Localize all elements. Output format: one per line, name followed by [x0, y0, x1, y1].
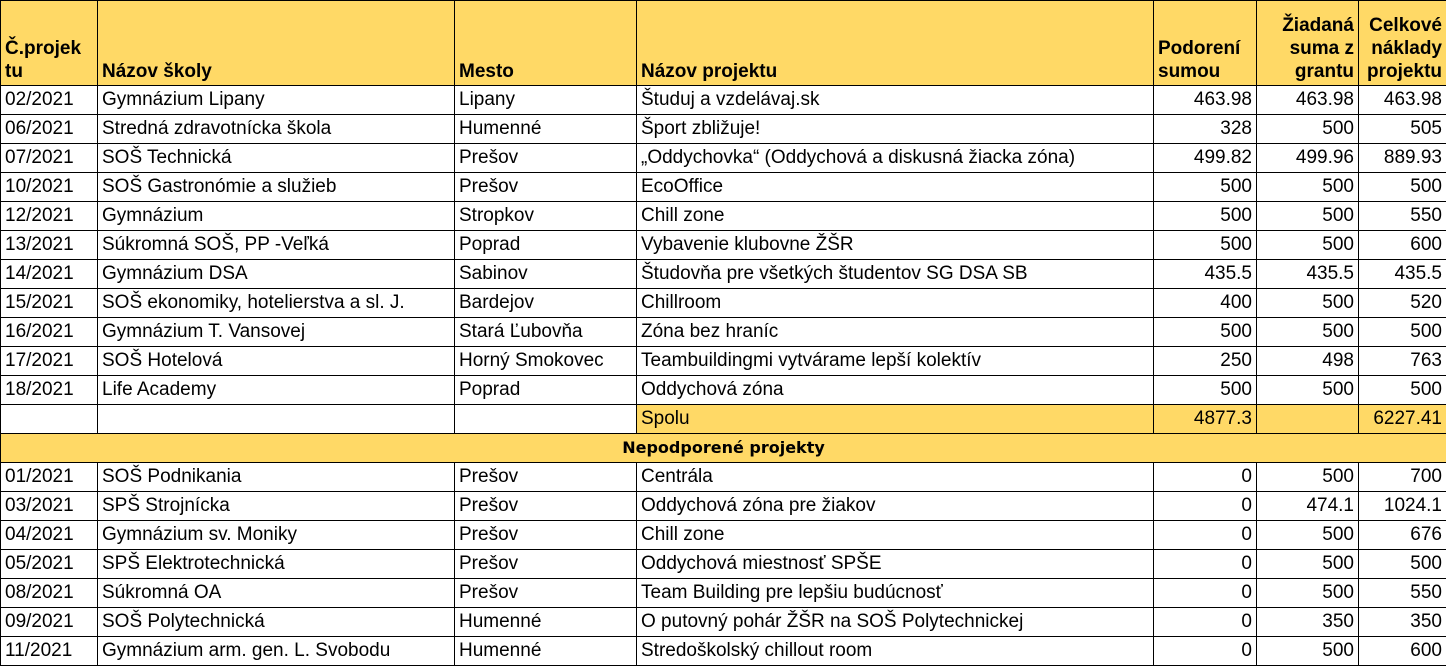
- table-row: [1, 318, 1446, 347]
- cell-city[interactable]: Horný Smokovec: [455, 347, 637, 376]
- cell-requested-amount[interactable]: 500: [1257, 579, 1359, 608]
- cell-total-cost[interactable]: 700: [1359, 463, 1446, 492]
- cell-project-number[interactable]: 05/2021: [1, 550, 98, 579]
- cell-city[interactable]: Lipany: [455, 86, 637, 115]
- cell-school-name[interactable]: Gymnázium DSA: [98, 260, 455, 289]
- table-row: [1, 115, 1446, 144]
- cell-requested-amount[interactable]: 500: [1257, 318, 1359, 347]
- cell-supported-amount[interactable]: 0: [1154, 550, 1257, 579]
- cell-total-cost[interactable]: 463.98: [1359, 86, 1446, 115]
- cell-project-number[interactable]: 06/2021: [1, 115, 98, 144]
- cell-city[interactable]: Prešov: [455, 492, 637, 521]
- cell-project-name[interactable]: Chill zone: [637, 202, 1154, 231]
- cell-project-number[interactable]: 12/2021: [1, 202, 98, 231]
- cell-project-number[interactable]: 03/2021: [1, 492, 98, 521]
- cell-project-name[interactable]: Zóna bez hraníc: [637, 318, 1154, 347]
- table-row: [1, 521, 1446, 550]
- cell-project-number[interactable]: 15/2021: [1, 289, 98, 318]
- cell-supported-amount[interactable]: 328: [1154, 115, 1257, 144]
- cell-requested-amount[interactable]: 500: [1257, 376, 1359, 405]
- cell-project-name[interactable]: Oddychová miestnosť SPŠE: [637, 550, 1154, 579]
- cell-project-number[interactable]: 07/2021: [1, 144, 98, 173]
- cell-school-name[interactable]: SOŠ Hotelová: [98, 347, 455, 376]
- section-header-row: [1, 434, 1446, 463]
- cell-supported-amount[interactable]: 0: [1154, 492, 1257, 521]
- cell-project-number[interactable]: 14/2021: [1, 260, 98, 289]
- cell-requested-amount[interactable]: 500: [1257, 173, 1359, 202]
- cell-project-number[interactable]: 08/2021: [1, 579, 98, 608]
- cell-school-name[interactable]: SOŠ Polytechnická: [98, 608, 455, 637]
- cell-city[interactable]: Stropkov: [455, 202, 637, 231]
- table-row: [1, 289, 1446, 318]
- cell-school-name[interactable]: Gymnázium sv. Moniky: [98, 521, 455, 550]
- table-row: [1, 260, 1446, 289]
- cell-requested-amount[interactable]: 500: [1257, 115, 1359, 144]
- cell-school-name[interactable]: SOŠ Technická: [98, 144, 455, 173]
- cell-requested-amount[interactable]: 500: [1257, 202, 1359, 231]
- cell-total-cost[interactable]: 889.93: [1359, 144, 1446, 173]
- cell-school-name[interactable]: SPŠ Strojnícka: [98, 492, 455, 521]
- cell-project-name[interactable]: Vybavenie klubovne ŽŠR: [637, 231, 1154, 260]
- cell-requested-amount[interactable]: 498: [1257, 347, 1359, 376]
- cell-city[interactable]: Prešov: [455, 550, 637, 579]
- cell-school-name[interactable]: Gymnázium: [98, 202, 455, 231]
- cell-requested-amount[interactable]: 463.98: [1257, 86, 1359, 115]
- table-row: [1, 637, 1446, 666]
- cell-supported-amount[interactable]: 500: [1154, 202, 1257, 231]
- cell-total-cost[interactable]: 1024.1: [1359, 492, 1446, 521]
- cell-school-name[interactable]: Gymnázium arm. gen. L. Svobodu: [98, 637, 455, 666]
- col-header-total-cost[interactable]: Celkové náklady projektu: [1359, 1, 1446, 86]
- cell-city[interactable]: Humenné: [455, 637, 637, 666]
- cell-project-name[interactable]: Stredoškolský chillout room: [637, 637, 1154, 666]
- cell-supported-amount[interactable]: 0: [1154, 637, 1257, 666]
- cell-total-cost[interactable]: 500: [1359, 550, 1446, 579]
- cell-requested-amount[interactable]: 500: [1257, 289, 1359, 318]
- cell-city[interactable]: Prešov: [455, 144, 637, 173]
- cell-project-name[interactable]: Oddychová zóna: [637, 376, 1154, 405]
- cell-project-name[interactable]: „Oddychovka“ (Oddychová a diskusná žiacka zóna): [637, 144, 1154, 173]
- section-title[interactable]: Nepodporené projekty: [1, 434, 1446, 463]
- table-row: [1, 347, 1446, 376]
- cell-school-name[interactable]: SOŠ Podnikania: [98, 463, 455, 492]
- table-row: [1, 492, 1446, 521]
- cell-requested-amount[interactable]: 500: [1257, 463, 1359, 492]
- cell-requested-amount[interactable]: 500: [1257, 231, 1359, 260]
- cell-requested-amount[interactable]: 499.96: [1257, 144, 1359, 173]
- cell-project-number[interactable]: 13/2021: [1, 231, 98, 260]
- cell-school-name[interactable]: SPŠ Elektrotechnická: [98, 550, 455, 579]
- cell-city[interactable]: Prešov: [455, 579, 637, 608]
- cell-supported-amount[interactable]: 499.82: [1154, 144, 1257, 173]
- sum-requested-total[interactable]: [1257, 405, 1359, 434]
- cell-project-name[interactable]: EcoOffice: [637, 173, 1154, 202]
- table-row: [1, 463, 1446, 492]
- cell-city[interactable]: Sabinov: [455, 260, 637, 289]
- cell-city[interactable]: Poprad: [455, 231, 637, 260]
- col-header-supported-amount[interactable]: Podorení sumou: [1154, 1, 1257, 86]
- cell-project-number[interactable]: 04/2021: [1, 521, 98, 550]
- cell-project-name[interactable]: Oddychová zóna pre žiakov: [637, 492, 1154, 521]
- table-row: [1, 144, 1446, 173]
- cell-requested-amount[interactable]: 435.5: [1257, 260, 1359, 289]
- cell-total-cost[interactable]: 435.5: [1359, 260, 1446, 289]
- cell-total-cost[interactable]: 350: [1359, 608, 1446, 637]
- cell-total-cost[interactable]: 500: [1359, 173, 1446, 202]
- cell-supported-amount[interactable]: 500: [1154, 173, 1257, 202]
- cell-requested-amount[interactable]: 474.1: [1257, 492, 1359, 521]
- cell-supported-amount[interactable]: 0: [1154, 579, 1257, 608]
- table-row: [1, 86, 1446, 115]
- cell-requested-amount[interactable]: 500: [1257, 637, 1359, 666]
- table-row: [1, 579, 1446, 608]
- cell-total-cost[interactable]: 600: [1359, 637, 1446, 666]
- cell-supported-amount[interactable]: 400: [1154, 289, 1257, 318]
- cell-school-name[interactable]: Súkromná SOŠ, PP -Veľká: [98, 231, 455, 260]
- sum-label[interactable]: Spolu: [637, 405, 1154, 434]
- cell-total-cost[interactable]: 500: [1359, 376, 1446, 405]
- cell-city[interactable]: Poprad: [455, 376, 637, 405]
- cell-supported-amount[interactable]: 500: [1154, 376, 1257, 405]
- col-header-school-name[interactable]: Názov školy: [98, 1, 455, 86]
- cell-city[interactable]: Prešov: [455, 463, 637, 492]
- table-row: [1, 550, 1446, 579]
- cell-supported-amount[interactable]: 0: [1154, 521, 1257, 550]
- cell-total-cost[interactable]: 500: [1359, 318, 1446, 347]
- cell-supported-amount[interactable]: 250: [1154, 347, 1257, 376]
- cell-project-name[interactable]: Študuj a vzdelávaj.sk: [637, 86, 1154, 115]
- sum-supported-total[interactable]: 4877.3: [1154, 405, 1257, 434]
- cell-project-name[interactable]: Centrála: [637, 463, 1154, 492]
- cell-city[interactable]: Humenné: [455, 115, 637, 144]
- cell-project-name[interactable]: Teambuildingmi vytvárame lepší kolektív: [637, 347, 1154, 376]
- header-row: [1, 1, 1446, 86]
- col-header-city[interactable]: Mesto: [455, 1, 637, 86]
- cell-total-cost[interactable]: 676: [1359, 521, 1446, 550]
- cell-project-name[interactable]: Šport zbližuje!: [637, 115, 1154, 144]
- cell-supported-amount[interactable]: 500: [1154, 231, 1257, 260]
- cell-supported-amount[interactable]: 463.98: [1154, 86, 1257, 115]
- sum-row: [1, 405, 1446, 434]
- cell-supported-amount[interactable]: 0: [1154, 463, 1257, 492]
- col-header-project-name[interactable]: Názov projektu: [637, 1, 1154, 86]
- cell-supported-amount[interactable]: 0: [1154, 608, 1257, 637]
- table-row: [1, 173, 1446, 202]
- cell-school-name[interactable]: SOŠ Gastronómie a služieb: [98, 173, 455, 202]
- cell-project-number[interactable]: 16/2021: [1, 318, 98, 347]
- cell-school-name[interactable]: Gymnázium T. Vansovej: [98, 318, 455, 347]
- cell-city[interactable]: Bardejov: [455, 289, 637, 318]
- sum-empty-cell[interactable]: [98, 405, 455, 434]
- cell-project-number[interactable]: 11/2021: [1, 637, 98, 666]
- cell-project-name[interactable]: Chillroom: [637, 289, 1154, 318]
- col-header-requested-amount[interactable]: Žiadaná suma z grantu: [1257, 1, 1359, 86]
- cell-requested-amount[interactable]: 500: [1257, 521, 1359, 550]
- table-row: [1, 231, 1446, 260]
- cell-project-number[interactable]: 17/2021: [1, 347, 98, 376]
- cell-project-name[interactable]: Chill zone: [637, 521, 1154, 550]
- cell-total-cost[interactable]: 763: [1359, 347, 1446, 376]
- cell-total-cost[interactable]: 520: [1359, 289, 1446, 318]
- cell-city[interactable]: Prešov: [455, 521, 637, 550]
- cell-city[interactable]: Stará Ľubovňa: [455, 318, 637, 347]
- summary-section: [1, 405, 1446, 463]
- cell-school-name[interactable]: Stredná zdravotnícka škola: [98, 115, 455, 144]
- col-header-project-number[interactable]: Č.projek tu: [1, 1, 98, 86]
- cell-project-name[interactable]: O putovný pohár ŽŠR na SOŠ Polytechnickej: [637, 608, 1154, 637]
- cell-total-cost[interactable]: 550: [1359, 579, 1446, 608]
- unsupported-projects: [1, 463, 1446, 666]
- cell-project-number[interactable]: 18/2021: [1, 376, 98, 405]
- cell-project-number[interactable]: 09/2021: [1, 608, 98, 637]
- cell-project-number[interactable]: 01/2021: [1, 463, 98, 492]
- cell-requested-amount[interactable]: 350: [1257, 608, 1359, 637]
- cell-total-cost[interactable]: 550: [1359, 202, 1446, 231]
- cell-project-number[interactable]: 10/2021: [1, 173, 98, 202]
- cell-school-name[interactable]: SOŠ ekonomiky, hotelierstva a sl. J.: [98, 289, 455, 318]
- supported-projects: [1, 86, 1446, 405]
- sum-empty-cell[interactable]: [1, 405, 98, 434]
- cell-project-number[interactable]: 02/2021: [1, 86, 98, 115]
- table-row: [1, 608, 1446, 637]
- sum-cost-total[interactable]: 6227.41: [1359, 405, 1446, 434]
- cell-school-name[interactable]: Life Academy: [98, 376, 455, 405]
- cell-supported-amount[interactable]: 500: [1154, 318, 1257, 347]
- sum-empty-cell[interactable]: [455, 405, 637, 434]
- cell-school-name[interactable]: Gymnázium Lipany: [98, 86, 455, 115]
- table-row: [1, 202, 1446, 231]
- cell-project-name[interactable]: Team Building pre lepšiu budúcnosť: [637, 579, 1154, 608]
- cell-city[interactable]: Humenné: [455, 608, 637, 637]
- cell-project-name[interactable]: Študovňa pre všetkých študentov SG DSA SB: [637, 260, 1154, 289]
- cell-total-cost[interactable]: 600: [1359, 231, 1446, 260]
- cell-school-name[interactable]: Súkromná OA: [98, 579, 455, 608]
- cell-requested-amount[interactable]: 500: [1257, 550, 1359, 579]
- cell-city[interactable]: Prešov: [455, 173, 637, 202]
- cell-supported-amount[interactable]: 435.5: [1154, 260, 1257, 289]
- table-row: [1, 376, 1446, 405]
- cell-total-cost[interactable]: 505: [1359, 115, 1446, 144]
